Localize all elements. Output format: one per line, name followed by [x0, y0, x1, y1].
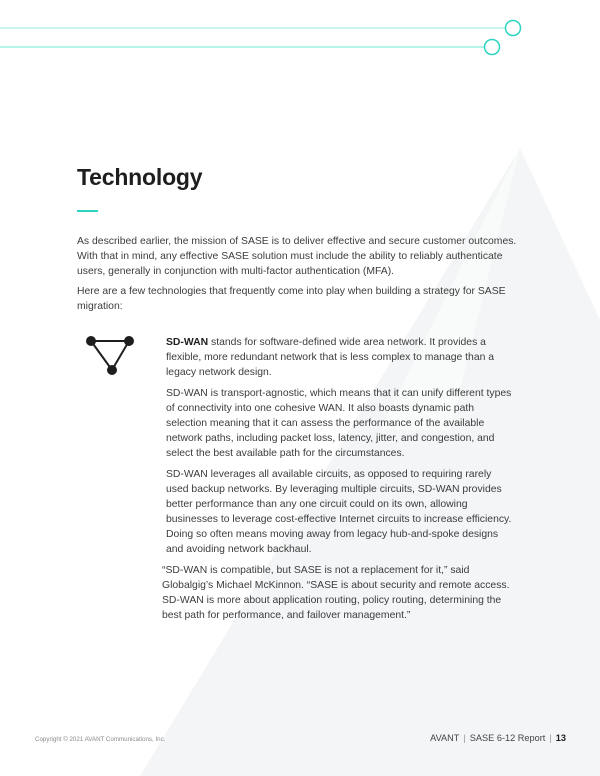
decorative-header-lines	[0, 0, 600, 70]
report-label	[430, 733, 566, 743]
sdwan-term: SD-WAN	[166, 337, 209, 348]
page-title: Technology	[77, 164, 203, 190]
brand-name: AVANT	[430, 733, 460, 743]
sdwan-definition	[166, 335, 516, 380]
intro-paragraph: As described earlier, the mission of SASE is to deliver effective and secure customer outcomes. With that in mind, any effective SASE solution must include the ability to reliably authenticate users, generally in conjunction with multi-factor authentication (MFA).	[77, 236, 517, 277]
footer-separator: |	[549, 733, 552, 743]
title-accent-bar	[77, 210, 98, 212]
page-footer	[0, 733, 600, 747]
sdwan-paragraph: SD-WAN leverages all available circuits, as opposed to requiring rarely used backup networks. By leveraging multiple circuits, SD-WAN provides better performance than any one circuit could on its own, allowing businesses to leverage cost-effective Internet circuits to increase efficiency. Doing so often means moving away from legacy hub-and-spoke designs and avoiding network backhaul.	[166, 469, 512, 555]
report-name: SASE 6-12 Report	[469, 733, 546, 743]
sdwan-paragraph: SD-WAN is transport-agnostic, which means that it can unify different types of connectivity into one cohesive WAN. It also boasts dynamic path selection meaning that it can assess the performance of the available network paths, including packet loss, latency, jitter, and congestion, and select the best available path for the circumstances.	[166, 388, 512, 459]
sdwan-definition-text: stands for software-defined wide area network. It provides a flexible, more redundant network that is less complex to manage than a legacy network design.	[166, 337, 495, 378]
sdwan-section	[162, 335, 516, 629]
network-nodes-icon	[84, 334, 140, 378]
intro-paragraph: Here are a few technologies that frequently come into play when building a strategy for SASE migration:	[77, 286, 506, 312]
footer-separator: |	[463, 733, 466, 743]
copyright-notice: Copyright © 2021 AVANT Communications, Inc.	[35, 736, 166, 743]
sdwan-quote: “SD-WAN is compatible, but SASE is not a replacement for it,” said Globalgig’s Michael McKinnon. “SASE is about security and remote access. SD-WAN is more about application routing, policy routing, determining the best path for performance, and failover management.”	[162, 565, 510, 621]
intro-section	[77, 234, 517, 319]
page-number: 13	[555, 733, 566, 743]
